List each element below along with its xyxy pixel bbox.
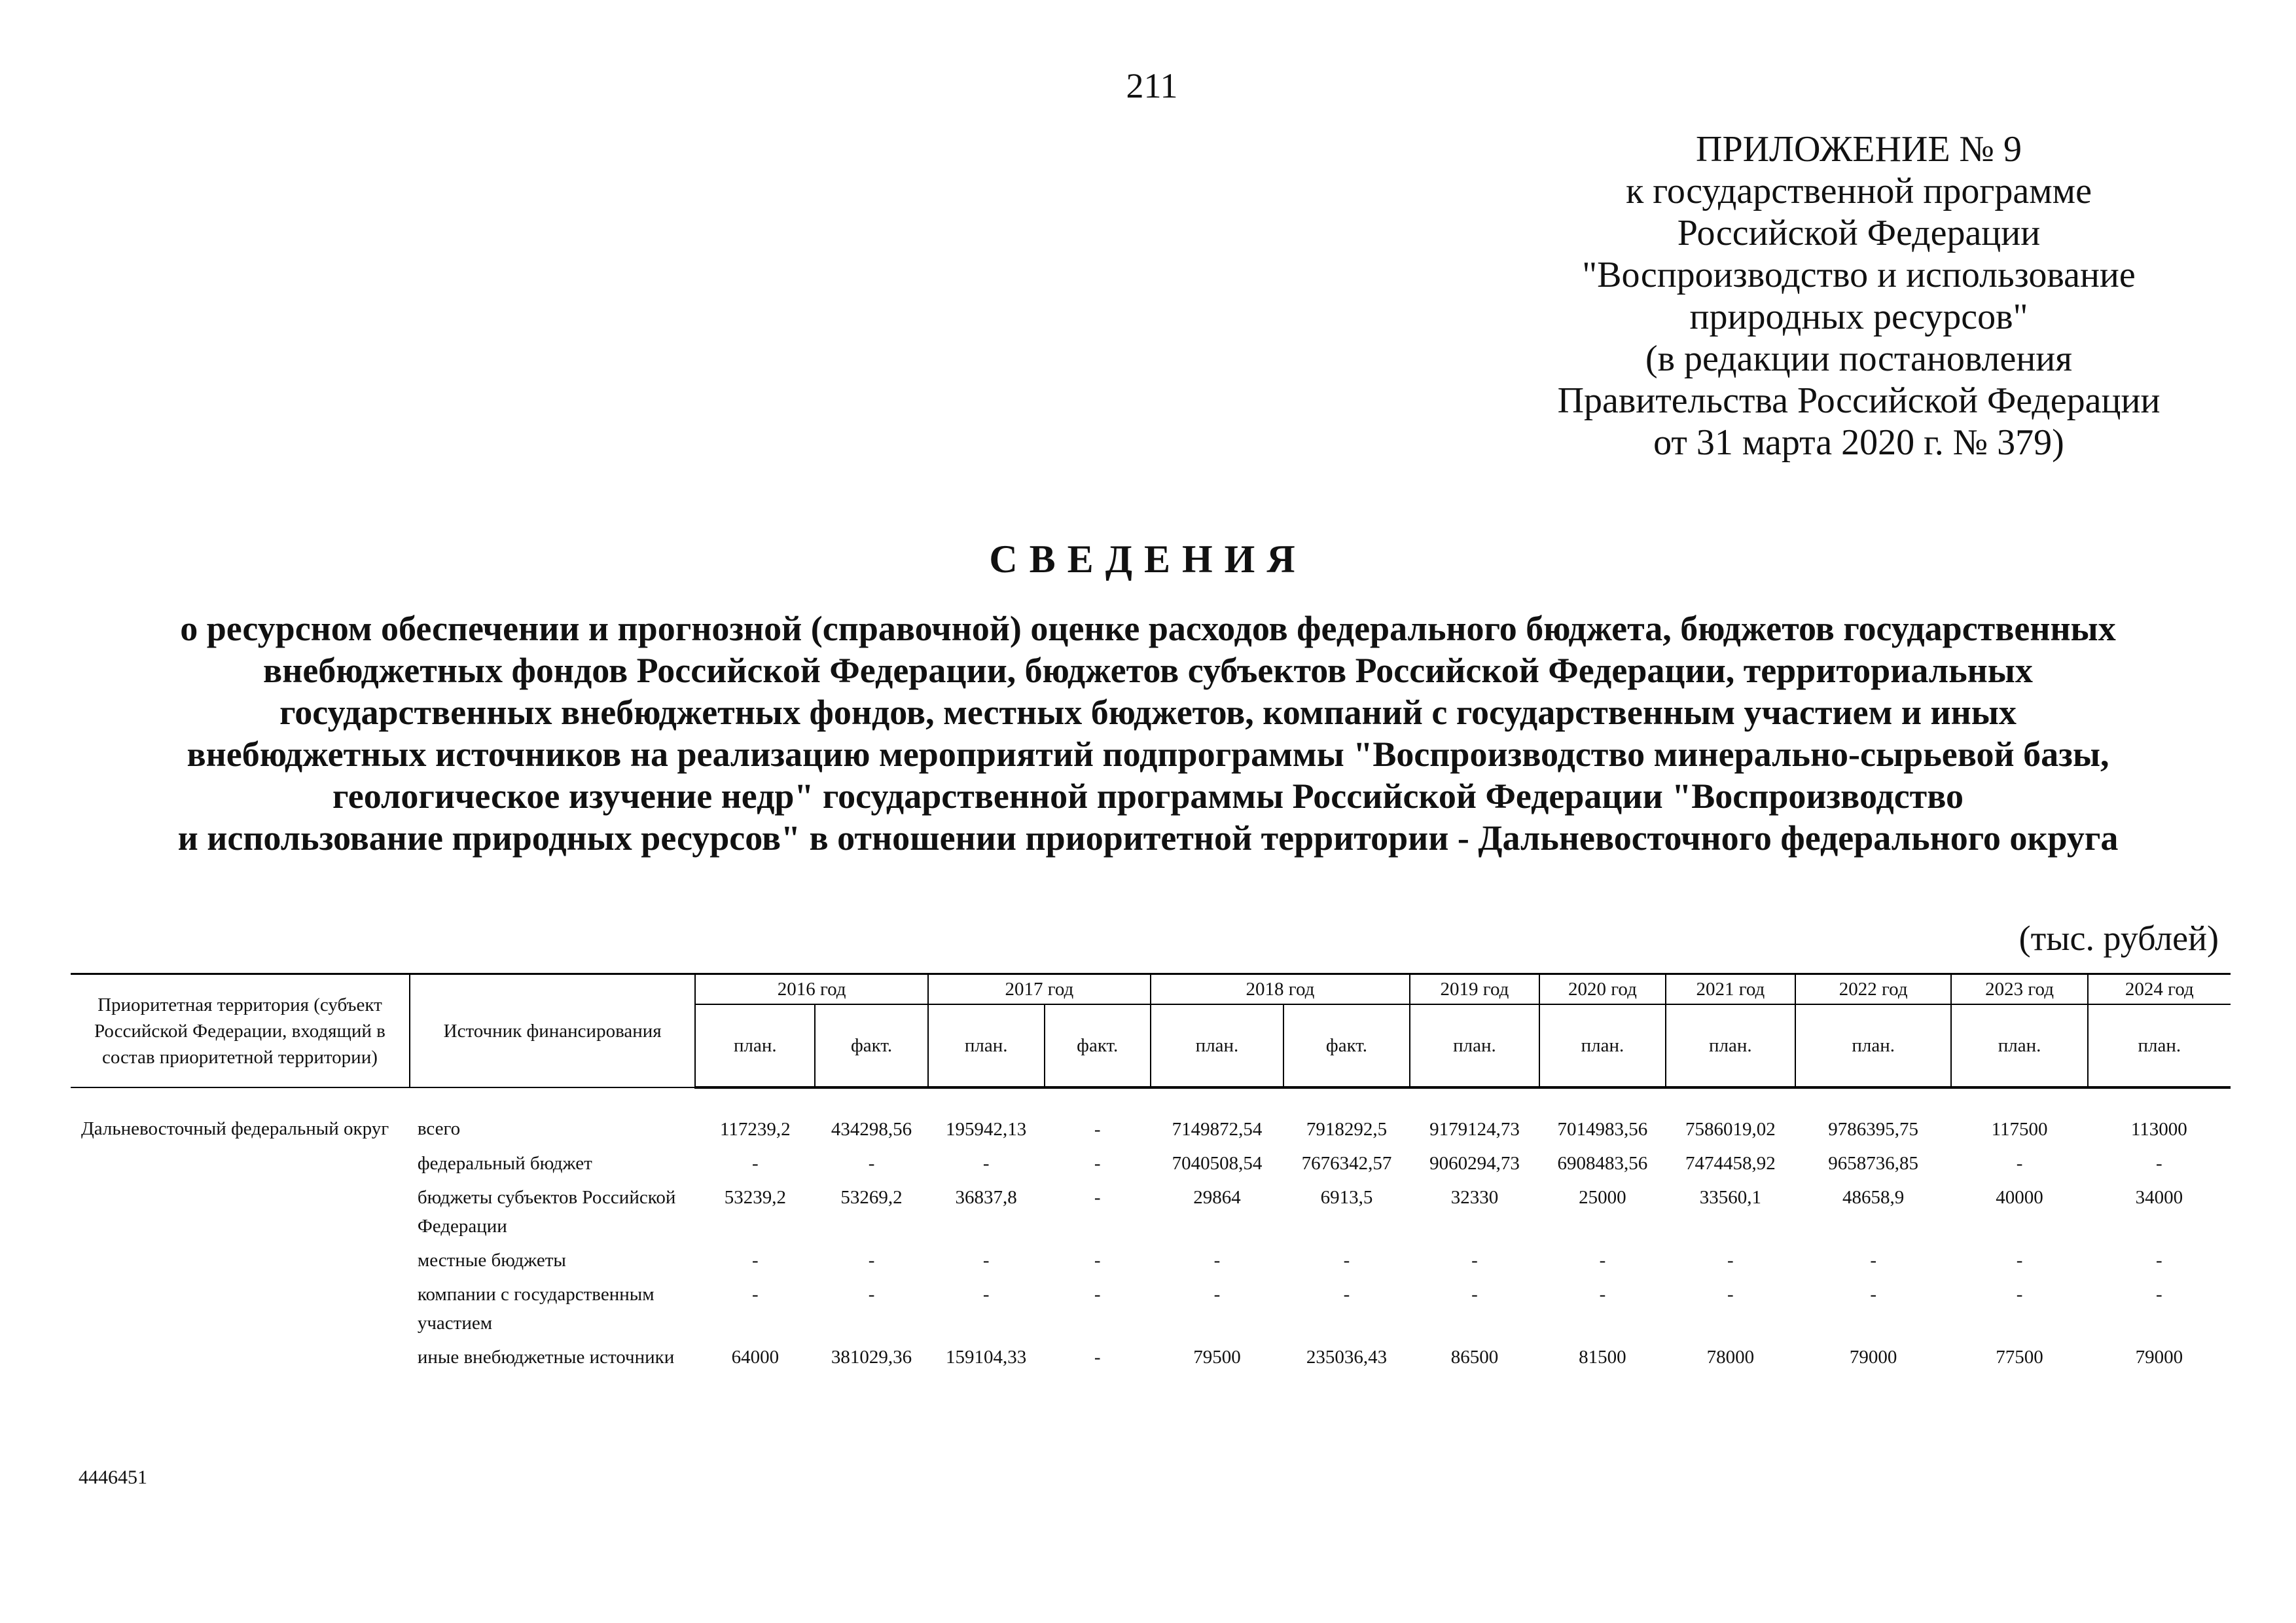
- header-sub: план.: [928, 1004, 1045, 1087]
- value-cell: -: [1213, 1250, 1221, 1271]
- value-cell: 6913,5: [1320, 1187, 1373, 1208]
- value-cell: -: [1727, 1284, 1734, 1305]
- value-cell: -: [1471, 1250, 1478, 1271]
- value-cell: 25000: [1579, 1187, 1626, 1208]
- value-cell: -: [1094, 1187, 1101, 1208]
- subtitle-line: государственных внебюджетных фондов, местных бюджетов, компаний с государственным участием и иных: [279, 693, 2017, 732]
- value-cell: 7014983,56: [1557, 1119, 1648, 1140]
- value-cell: 79000: [2135, 1347, 2183, 1368]
- resource-table: [71, 973, 2231, 1377]
- header-sub: факт.: [1283, 1004, 1410, 1087]
- value-cell: 79500: [1193, 1347, 1241, 1368]
- header-year: 2018 год: [1151, 974, 1410, 1005]
- value-cell: 79000: [1849, 1347, 1897, 1368]
- resource-table-wrapper: [71, 973, 2231, 1377]
- value-cell: -: [2016, 1284, 2023, 1305]
- subtitle-line: внебюджетных источников на реализацию мероприятий подпрограммы "Воспроизводство минерально-сырьевой базы,: [187, 735, 2109, 774]
- header-sub: план.: [1410, 1004, 1539, 1087]
- value-cell: 9060294,73: [1429, 1153, 1520, 1174]
- value-cell: 40000: [1996, 1187, 2043, 1208]
- value-cell: 235036,43: [1306, 1347, 1388, 1368]
- value-cell: 9179124,73: [1429, 1119, 1520, 1140]
- value-cell: 53239,2: [724, 1187, 786, 1208]
- value-cell: -: [1599, 1250, 1606, 1271]
- header-sub: план.: [1795, 1004, 1952, 1087]
- document-code: 4446451: [79, 1467, 147, 1488]
- value-cell: 6908483,56: [1557, 1153, 1648, 1174]
- header-year: 2020 год: [1539, 974, 1666, 1005]
- header-sub: план.: [695, 1004, 815, 1087]
- value-cell: 33560,1: [1699, 1187, 1761, 1208]
- annex-block: [1499, 128, 2219, 464]
- page-number: 211: [1126, 66, 1178, 105]
- value-cell: -: [2016, 1250, 2023, 1271]
- value-cell: -: [2155, 1153, 2162, 1174]
- value-cell: 48658,9: [1842, 1187, 1905, 1208]
- header-sub: план.: [1539, 1004, 1666, 1087]
- value-cell: 7676342,57: [1301, 1153, 1392, 1174]
- value-cell: 195942,13: [946, 1119, 1027, 1140]
- subtitle-line: геологическое изучение недр" государственной программы Российской Федерации "Воспроизводство: [332, 776, 1964, 816]
- value-cell: -: [1213, 1284, 1221, 1305]
- header-year: 2024 год: [2088, 974, 2231, 1005]
- annex-line: к государственной программе: [1626, 171, 2092, 211]
- value-cell: 9658736,85: [1828, 1153, 1919, 1174]
- source-cell: иные внебюджетные источники: [417, 1347, 675, 1368]
- value-cell: -: [1870, 1250, 1877, 1271]
- document-title: СВЕДЕНИЯ: [989, 538, 1307, 581]
- header-territory: Приоритетная территория (субъект Российской Федерации, входящий в состав приоритетной территории): [71, 974, 410, 1088]
- annex-line: природных ресурсов": [1689, 297, 2028, 337]
- annex-line: Правительства Российской Федерации: [1557, 380, 2161, 421]
- annex-line: (в редакции постановления: [1645, 338, 2073, 379]
- value-cell: 64000: [731, 1347, 780, 1368]
- table-row: [71, 1087, 2231, 1149]
- value-cell: 86500: [1450, 1347, 1499, 1368]
- subtitle-line: и использование природных ресурсов" в отношении приоритетной территории - Дальневосточного федерального округа: [177, 818, 2119, 858]
- annex-line: ПРИЛОЖЕНИЕ № 9: [1696, 129, 2022, 170]
- source-cell: федеральный бюджет: [417, 1153, 592, 1174]
- header-sub: план.: [1151, 1004, 1283, 1087]
- value-cell: 117239,2: [719, 1119, 791, 1140]
- header-source: Источник финансирования: [410, 974, 696, 1088]
- value-cell: 7474458,92: [1685, 1153, 1776, 1174]
- header-year: 2022 год: [1795, 974, 1952, 1005]
- value-cell: -: [1094, 1284, 1101, 1305]
- header-sub: факт.: [1045, 1004, 1151, 1087]
- annex-line: "Воспроизводство и использование: [1582, 255, 2136, 295]
- annex-line: от 31 марта 2020 г. № 379): [1653, 422, 2064, 463]
- source-cell: бюджеты субъектов Российской Федерации: [417, 1187, 676, 1237]
- header-sub: план.: [1666, 1004, 1795, 1087]
- value-cell: -: [868, 1284, 875, 1305]
- value-cell: -: [1471, 1284, 1478, 1305]
- source-cell: компании с государственным участием: [417, 1284, 655, 1334]
- value-cell: 159104,33: [946, 1347, 1027, 1368]
- value-cell: -: [1094, 1153, 1101, 1174]
- value-cell: -: [868, 1250, 875, 1271]
- value-cell: 7586019,02: [1685, 1119, 1776, 1140]
- value-cell: -: [982, 1284, 990, 1305]
- value-cell: 32330: [1450, 1187, 1499, 1208]
- value-cell: 36837,8: [955, 1187, 1017, 1208]
- value-cell: 7040508,54: [1172, 1153, 1263, 1174]
- subtitle-line: внебюджетных фондов Российской Федерации, бюджетов субъектов Российской Федерации, территориальных: [263, 651, 2033, 690]
- value-cell: -: [1599, 1284, 1606, 1305]
- value-cell: -: [1343, 1250, 1350, 1271]
- value-cell: -: [2155, 1284, 2162, 1305]
- value-cell: 53269,2: [840, 1187, 903, 1208]
- value-cell: 113000: [2130, 1119, 2187, 1140]
- header-year: 2023 год: [1951, 974, 2087, 1005]
- value-cell: -: [1727, 1250, 1734, 1271]
- header-year: 2016 год: [695, 974, 927, 1005]
- value-cell: 29864: [1193, 1187, 1241, 1208]
- value-cell: -: [1094, 1347, 1101, 1368]
- value-cell: 81500: [1579, 1347, 1626, 1368]
- value-cell: 78000: [1706, 1347, 1755, 1368]
- value-cell: -: [1094, 1250, 1101, 1271]
- header-year: 2021 год: [1666, 974, 1795, 1005]
- value-cell: -: [752, 1284, 759, 1305]
- source-cell: всего: [417, 1118, 461, 1139]
- subtitle-line: о ресурсном обеспечении и прогнозной (справочной) оценке расходов федерального бюджета, бюджетов государственных: [180, 609, 2116, 648]
- value-cell: -: [752, 1153, 759, 1174]
- value-cell: 117500: [1991, 1119, 2048, 1140]
- value-cell: 434298,56: [831, 1119, 912, 1140]
- value-cell: -: [1343, 1284, 1350, 1305]
- document-subtitle: [65, 608, 2231, 859]
- header-sub: факт.: [815, 1004, 928, 1087]
- value-cell: -: [1094, 1119, 1101, 1140]
- value-cell: 34000: [2135, 1187, 2183, 1208]
- annex-line: Российской Федерации: [1677, 213, 2041, 253]
- value-cell: 7918292,5: [1306, 1119, 1388, 1140]
- value-cell: -: [868, 1153, 875, 1174]
- value-cell: 7149872,54: [1172, 1119, 1263, 1140]
- source-cell: местные бюджеты: [417, 1250, 566, 1271]
- value-cell: 381029,36: [831, 1347, 912, 1368]
- territory-cell: Дальневосточный федеральный округ: [81, 1118, 389, 1139]
- units-label: (тыс. рублей): [2018, 919, 2219, 958]
- value-cell: -: [2016, 1153, 2023, 1174]
- header-sub: план.: [2088, 1004, 2231, 1087]
- value-cell: -: [1870, 1284, 1877, 1305]
- value-cell: 77500: [1996, 1347, 2043, 1368]
- value-cell: -: [2155, 1250, 2162, 1271]
- header-year: 2019 год: [1410, 974, 1539, 1005]
- header-year: 2017 год: [928, 974, 1151, 1005]
- header-sub: план.: [1951, 1004, 2087, 1087]
- value-cell: 9786395,75: [1828, 1119, 1919, 1140]
- value-cell: -: [752, 1250, 759, 1271]
- value-cell: -: [982, 1153, 990, 1174]
- value-cell: -: [982, 1250, 990, 1271]
